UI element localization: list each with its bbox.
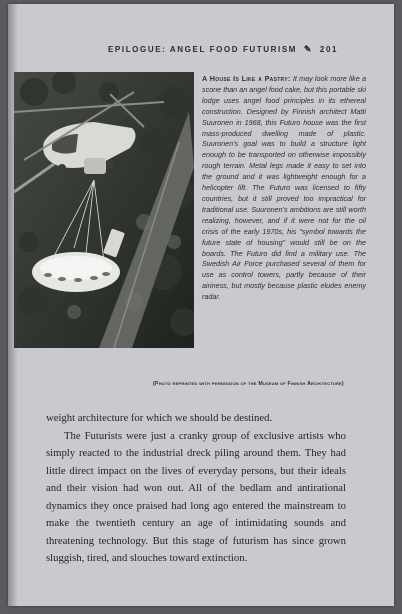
futuro-photo: [14, 72, 194, 348]
body-paragraph: weight architecture for which we should be destined.: [46, 412, 273, 424]
caption-body: It may look more like a scone than an angel food cake, but this portable ski lodge uses angel food principles in its ethereal construction. Designed by Finnish architect Matti Suuronen in 1968, this Futuro house was the first mass-produced dwelling made of plastic. Suuronen’s goal was to build a structure light enough to be transported on otherwise impossibly rough terrain. Metal legs made it easy to set into the ground and it was lightweight enough for a helicopter lift. The Futuro was licensed to fifty countries, but it still proved too impractical for traditional use. Suuronen’s ambitions are still worth realizing, however, and if it were not for the oil crisis of the early 1970s, his “symbol towards the future state of housing” would still be on the boards. The Futuro did find a military use. The Swedish Air Force purchased several of them for use as control towers, partly because of their airiness, but mostly because plastic eludes enemy radar.: [202, 74, 366, 302]
running-head: [108, 44, 353, 55]
book-page: [8, 4, 394, 606]
page-number: 201: [319, 45, 339, 54]
caption-lead: A House Is Like a Pastry:: [202, 74, 291, 83]
body-text: [46, 410, 346, 568]
body-paragraph: The Futurists were just a cranky group of exclusive artists who simply reacted to the industrial dreck piling around them. They had little direct impact on the lives of everyday persons, but their ideals and their vision had won out. All of the bedlam and antirational dynamics they once praised had long ago entered the mainstream to make the twentieth century an age of intimidating sounds and threatening technology. But this stage of futurism has since grown sluggish, tired, and slouches toward extinction.: [46, 429, 346, 564]
photo-credit: (Photo reprinted with permission of the Museum of Finnish Architecture): [153, 381, 344, 387]
running-head-title: EPILOGUE: ANGEL FOOD FUTURISM: [108, 45, 298, 54]
photo-caption: [202, 74, 366, 303]
pen-nib-icon: ✎: [303, 44, 314, 54]
